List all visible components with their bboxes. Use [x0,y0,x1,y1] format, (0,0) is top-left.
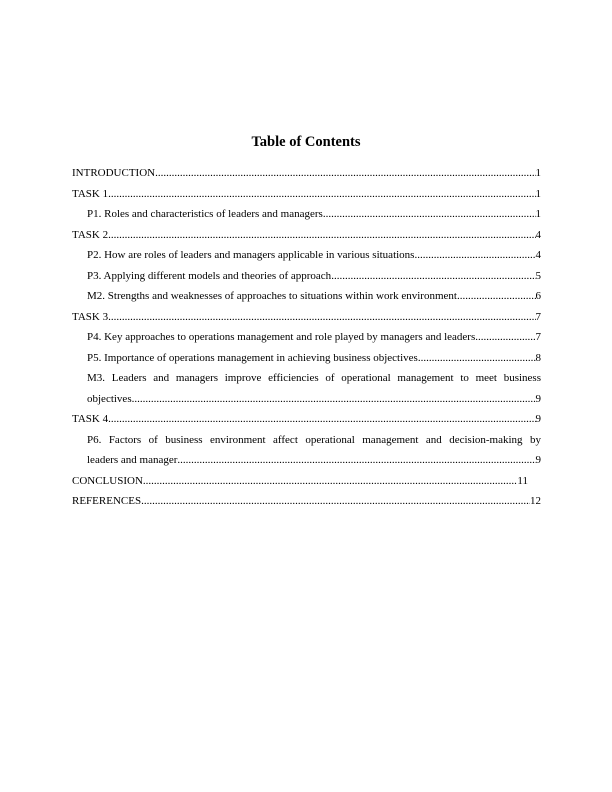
dot-leader [108,307,535,328]
toc-entry-references[interactable] [72,491,541,512]
dot-leader [155,163,535,184]
dot-leader [418,348,536,369]
toc-entry-introduction[interactable] [72,163,541,184]
toc-entry-label: CONCLUSION [72,474,143,487]
dot-leader [141,491,530,512]
toc-page-number: 7 [535,310,541,323]
toc-entry-label-line1: P6. Factors of business environment affect operational management and decision-making by [87,433,541,446]
toc-entry-label: P4. Key approaches to operations management and role played by managers and leaders [87,331,476,343]
dot-leader [414,245,535,266]
toc-page-number: 1 [535,167,541,179]
toc-page-number: 7 [535,331,541,343]
toc-entry-p5[interactable] [72,348,541,369]
toc-entry-label: TASK 3 [72,310,109,323]
toc-entry-label: P5. Importance of operations management in achieving business objectives [87,351,418,364]
toc-entry-label: P3. Applying different models and theories of approach [87,269,332,282]
toc-entry-label-line2: leaders and manager [87,454,178,466]
toc-entry-label: TASK 4 [72,413,109,425]
dot-leader [331,266,535,287]
toc-entry-label: TASK 1 [72,187,109,200]
dot-leader [108,184,535,205]
toc-page-number: 9 [535,413,541,425]
toc-entry-m3[interactable] [72,368,541,409]
toc-entry-label: M2. Strengths and weaknesses of approaches to situations within work environment [87,290,457,302]
dot-leader [108,409,535,430]
toc-entry-label: TASK 2 [72,228,109,241]
toc-page-number: 1 [535,208,541,220]
toc-page-number: 6 [535,290,541,302]
toc-entry-m2[interactable] [72,286,541,307]
toc-page-number: 12 [530,495,541,507]
toc-page-number: 4 [535,249,541,261]
toc-title: Table of Contents [251,134,361,150]
toc-entry-label: P1. Roles and characteristics of leaders and managers [87,208,323,220]
dot-leader [108,225,535,246]
toc-entry-task-4[interactable] [72,409,541,430]
toc-entry-p2[interactable] [72,245,541,266]
toc-page-number: 11 [517,474,528,487]
toc-page-number: 5 [535,269,541,282]
toc-entry-p1[interactable] [72,204,541,225]
dot-leader [132,389,536,410]
toc-entry-task-2[interactable] [72,225,541,246]
table-of-contents [72,163,541,512]
toc-entry-label: P2. How are roles of leaders and managers applicable in various situations [87,249,415,261]
dot-leader [457,286,536,307]
dot-leader [323,204,536,225]
dot-leader [143,471,518,492]
toc-entry-conclusion[interactable] [72,471,528,492]
toc-page-number: 9 [535,454,541,466]
toc-entry-label-line1: M3. Leaders and managers improve efficiencies of operational management to meet business [87,372,541,384]
toc-entry-label-line2: objectives [87,392,132,405]
toc-entry-p3[interactable] [72,266,541,287]
toc-entry-p6[interactable] [72,430,541,471]
dot-leader [177,450,535,471]
toc-entry-task-1[interactable] [72,184,541,205]
toc-entry-label: INTRODUCTION [72,167,156,179]
toc-page-number: 8 [535,351,541,364]
toc-entry-p4[interactable] [72,327,541,348]
toc-entry-label: REFERENCES [72,495,142,507]
dot-leader [475,327,535,348]
toc-page-number: 4 [535,228,541,241]
toc-entry-task-3[interactable] [72,307,541,328]
toc-page-number: 1 [535,187,541,200]
toc-page-number: 9 [535,392,541,405]
